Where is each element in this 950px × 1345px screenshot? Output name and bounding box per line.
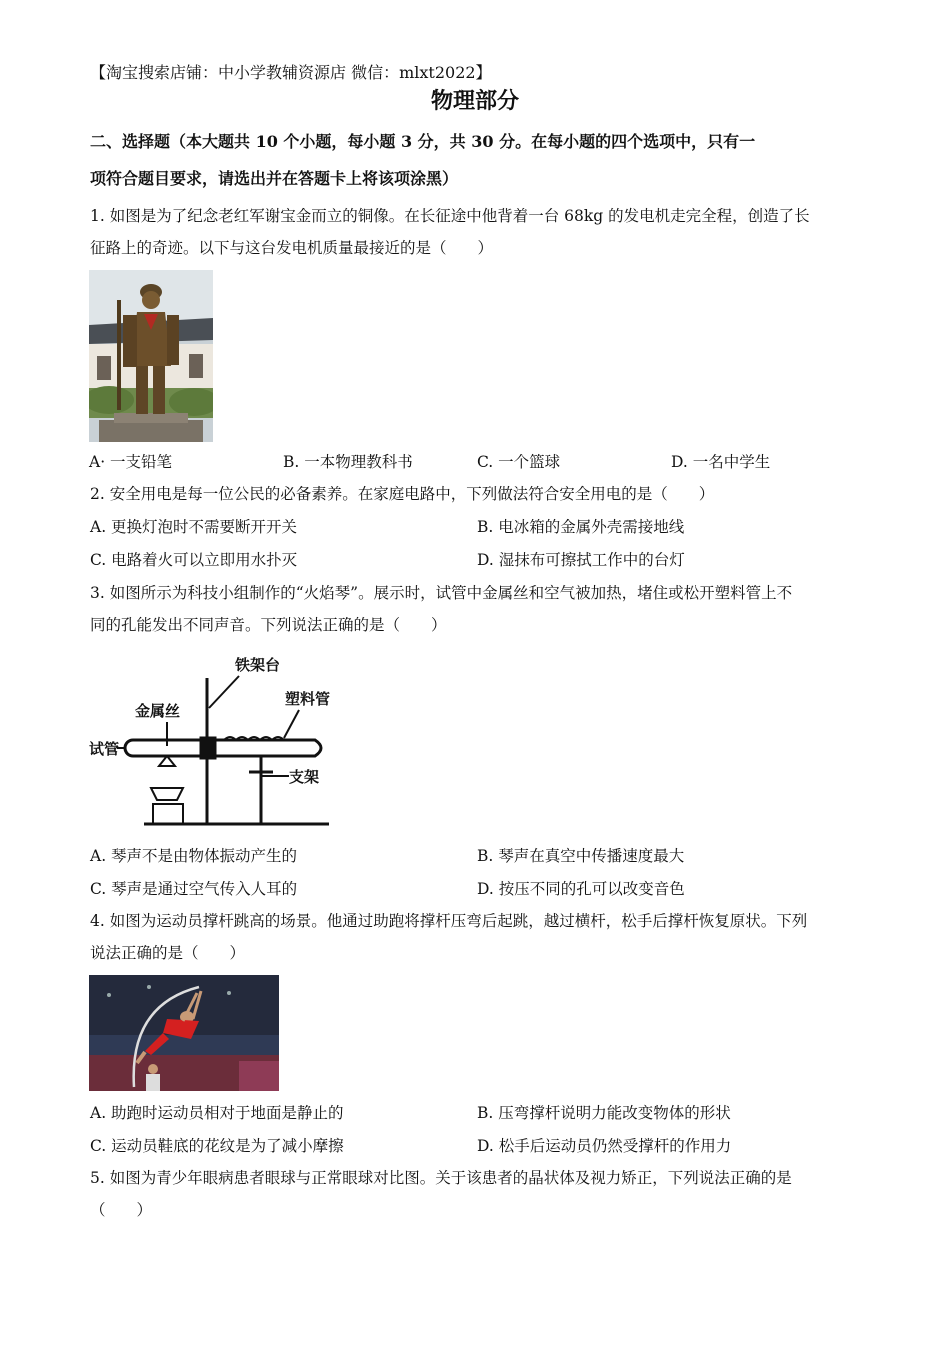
q4-pole-vault-photo [89, 975, 279, 1091]
q3-stem-line2: 同的孔能发出不同声音。下列说法正确的是（ ） [90, 616, 447, 634]
q4-stem-line2: 说法正确的是（ ） [90, 944, 246, 962]
q1-statue-photo [89, 270, 213, 442]
label-iron-stand: 铁架台 [235, 656, 281, 674]
section-heading-line1: 二、选择题（本大题共 10 个小题，每小题 3 分，共 30 分。在每小题的四个选项中，只有一 [90, 132, 756, 151]
q3-apparatus-diagram [89, 648, 334, 830]
q3-option-c: C. 琴声是通过空气传入人耳的 [90, 880, 298, 898]
q3-option-b: B. 琴声在真空中传播速度最大 [477, 847, 685, 865]
label-metal-wire: 金属丝 [135, 702, 181, 720]
watermark-text: 【淘宝搜索店铺：中小学教辅资源店 微信：mlxt2022】 [90, 63, 492, 82]
q1-stem-line2: 征路上的奇迹。以下与这台发电机质量最接近的是（ ） [90, 239, 494, 257]
q3-option-d: D. 按压不同的孔可以改变音色 [477, 880, 685, 898]
q2-option-b: B. 电冰箱的金属外壳需接地线 [477, 518, 685, 536]
q1-option-d: D. 一名中学生 [671, 453, 771, 471]
q2-option-a: A. 更换灯泡时不需要断开开关 [90, 518, 298, 536]
q5-stem-line2: （ ） [90, 1201, 153, 1219]
label-support: 支架 [289, 768, 320, 786]
q2-stem: 2. 安全用电是每一位公民的必备素养。在家庭电路中，下列做法符合安全用电的是（ ） [90, 485, 715, 503]
q3-option-a: A. 琴声不是由物体振动产生的 [90, 847, 298, 865]
q5-stem-line1: 5. 如图为青少年眼病患者眼球与正常眼球对比图。关于该患者的晶状体及视力矫正，下列说法正确的是 [90, 1169, 792, 1187]
q1-option-a: A· 一支铅笔 [89, 453, 173, 471]
q2-option-d: D. 湿抹布可擦拭工作中的台灯 [477, 551, 685, 569]
q1-option-c: C. 一个篮球 [477, 453, 561, 471]
q3-stem-line1: 3. 如图所示为科技小组制作的“火焰琴”。展示时，试管中金属丝和空气被加热，堵住或松开塑料管上不 [90, 584, 793, 602]
q4-stem-line1: 4. 如图为运动员撑杆跳高的场景。他通过助跑将撑杆压弯后起跳，越过横杆，松手后撑杆恢复原状。下列 [90, 912, 808, 930]
section-heading-line2: 项符合题目要求，请选出并在答题卡上将该项涂黑） [90, 169, 459, 188]
label-plastic-tube: 塑料管 [285, 690, 331, 708]
q4-option-c: C. 运动员鞋底的花纹是为了减小摩擦 [90, 1137, 344, 1155]
q1-option-b: B. 一本物理教科书 [283, 453, 413, 471]
label-test-tube: 试管 [89, 740, 120, 758]
page-title: 物理部分 [430, 88, 519, 114]
q4-option-b: B. 压弯撑杆说明力能改变物体的形状 [477, 1104, 731, 1122]
q4-option-a: A. 助跑时运动员相对于地面是静止的 [90, 1104, 344, 1122]
q1-stem-line1: 1. 如图是为了纪念老红军谢宝金而立的铜像。在长征途中他背着一台 68kg 的发电机走完全程，创造了长 [90, 207, 810, 225]
q2-option-c: C. 电路着火可以立即用水扑灭 [90, 551, 298, 569]
q4-option-d: D. 松手后运动员仍然受撑杆的作用力 [477, 1137, 732, 1155]
